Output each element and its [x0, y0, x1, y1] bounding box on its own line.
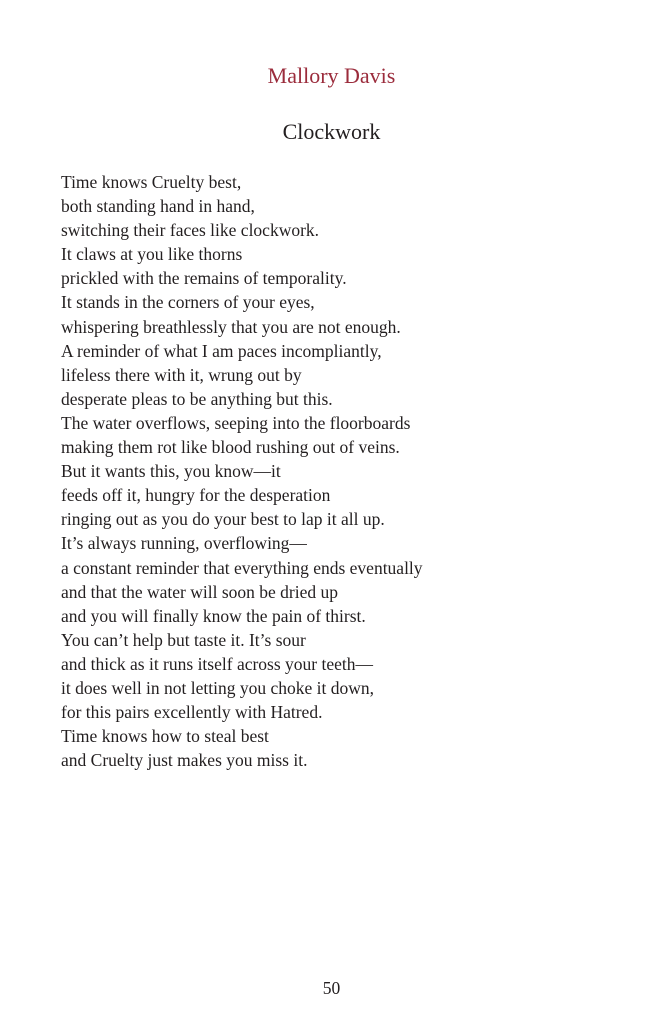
page-number: 50 — [322, 978, 341, 998]
poem-line: But it wants this, you know—it — [61, 461, 281, 482]
poem-line: prickled with the remains of temporality. — [61, 268, 347, 289]
poem-line: for this pairs excellently with Hatred. — [61, 702, 323, 723]
poem-title: Clockwork — [282, 119, 381, 144]
poem-line: The water overflows, seeping into the floorboards — [61, 412, 411, 433]
poem-line: It’s always running, overflowing— — [61, 533, 307, 554]
poem-line: desperate pleas to be anything but this. — [61, 388, 333, 409]
poem-line: A reminder of what I am paces incompliantly, — [61, 340, 382, 361]
poem-line: and thick as it runs itself across your teeth— — [61, 653, 374, 674]
author-name: Mallory Davis — [267, 63, 396, 88]
poem-line: You can’t help but taste it. It’s sour — [61, 629, 306, 650]
poem-line: and Cruelty just makes you miss it. — [61, 750, 308, 771]
poem-line: and you will finally know the pain of thirst. — [61, 605, 366, 626]
poem-line: Time knows Cruelty best, — [61, 172, 242, 192]
poem-line: Time knows how to steal best — [61, 726, 269, 747]
poem-line: making them rot like blood rushing out of veins. — [61, 437, 400, 458]
poem-line: a constant reminder that everything ends eventually — [61, 557, 423, 578]
poem-line: both standing hand in hand, — [61, 196, 255, 217]
poem-line: It claws at you like thorns — [61, 244, 243, 265]
poem-line: It stands in the corners of your eyes, — [61, 292, 315, 313]
poem-line: lifeless there with it, wrung out by — [61, 364, 302, 385]
poem-line: ringing out as you do your best to lap it all up. — [61, 509, 385, 530]
poem-line: switching their faces like clockwork. — [61, 220, 320, 241]
poem-line: it does well in not letting you choke it down, — [61, 677, 375, 698]
poem-line: whispering breathlessly that you are not enough. — [61, 316, 401, 337]
poem-body — [61, 170, 651, 772]
poem-line: and that the water will soon be dried up — [61, 581, 339, 602]
poem-line: feeds off it, hungry for the desperation — [61, 485, 331, 506]
